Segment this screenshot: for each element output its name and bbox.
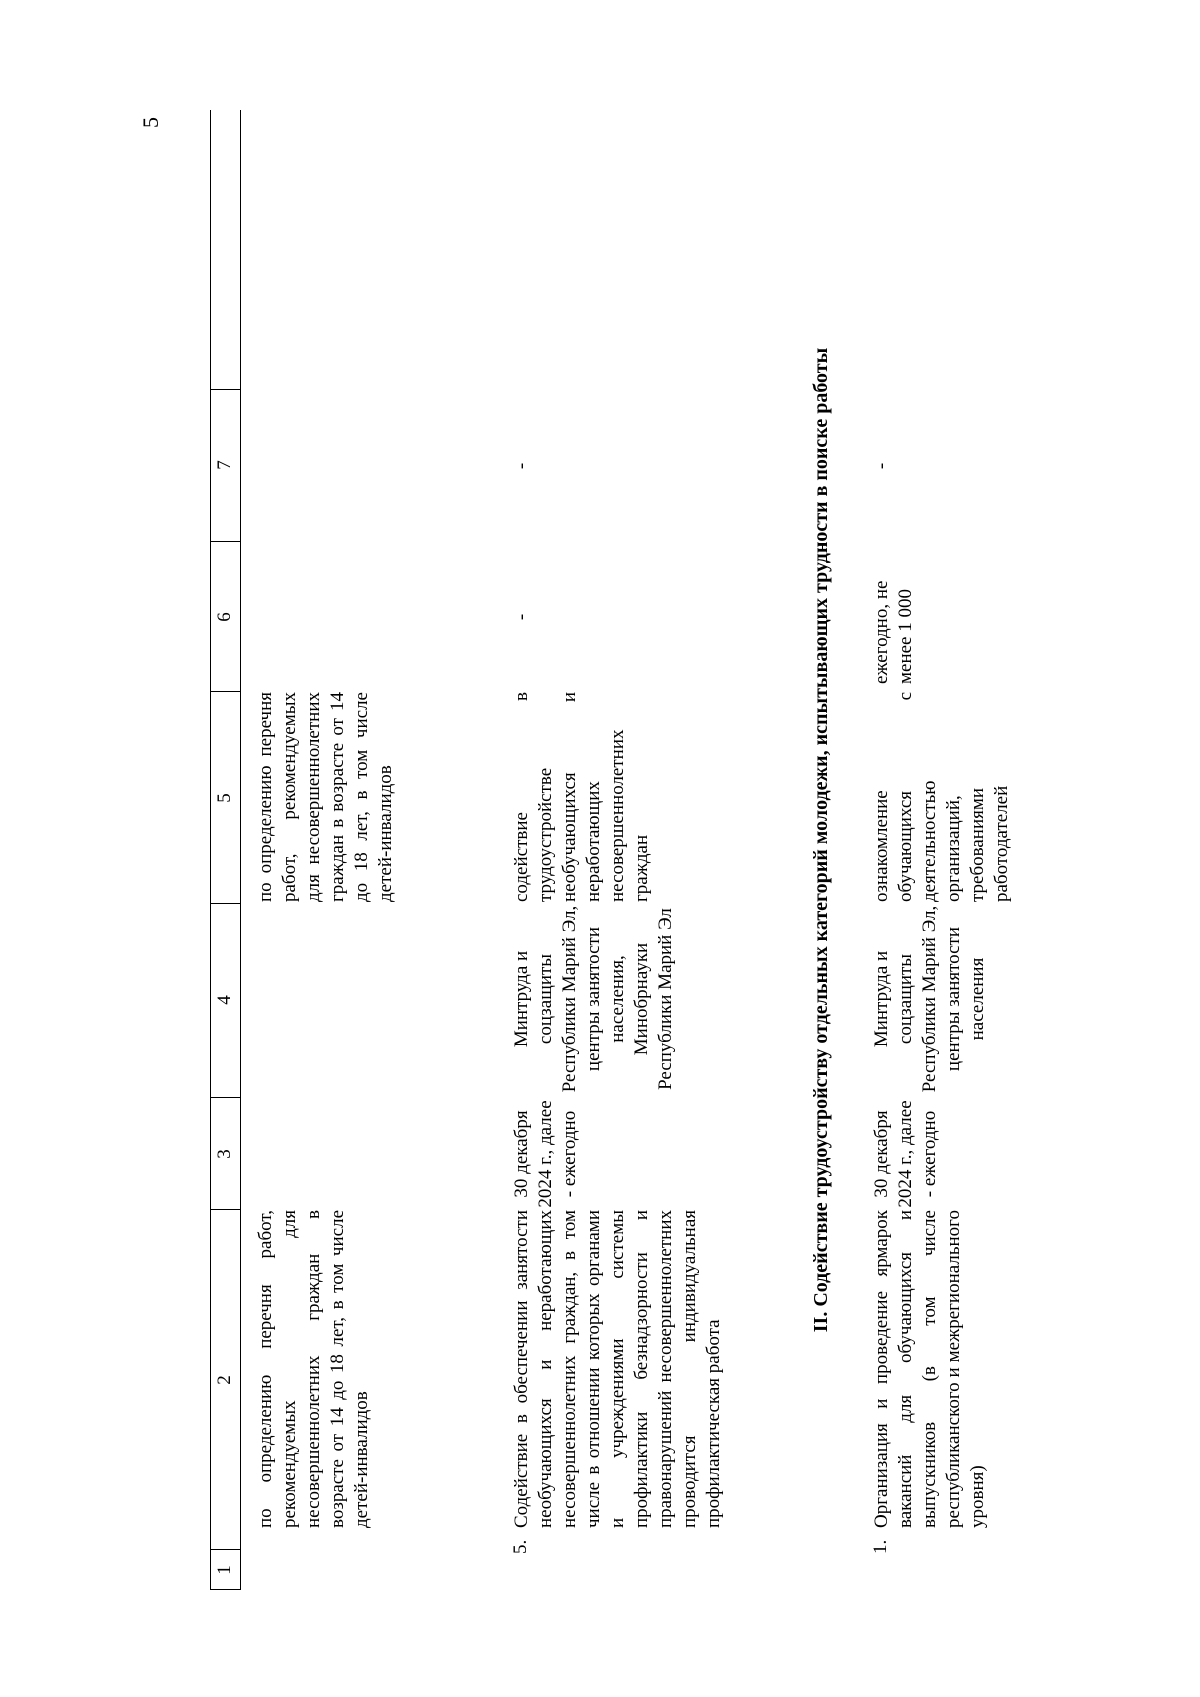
column-number-4: 4 — [214, 995, 235, 1005]
column-number-6: 6 — [214, 612, 235, 622]
continuation-col5: по определению перечня работ, рекомендуемых для несовершеннолетних граждан в возрасте от 14 до 18 лет, в том числе детей-инвалидов — [255, 692, 396, 902]
row5-col2: Содействие в обеспечении занятости необучающихся и неработающих несовершеннолетних граждан, в том числе в отношении которых органами и учреждениями системы профилактики безнадзорности и правонарушений несовершеннолетних проводится индивидуальная профилактическая работа — [511, 1210, 724, 1528]
page-number: 5 — [138, 117, 163, 128]
header-divider — [210, 1209, 240, 1210]
header-bottom-line — [240, 110, 241, 1590]
section-heading: II. Содействие трудоустройству отдельных категорий молодежи, испытывающих трудности в поиске работы — [810, 347, 832, 1333]
continuation-col2: по определению перечня работ, рекомендуемых для несовершеннолетних граждан в возрасте от 14 до 18 лет, в том числе детей-инвалидов — [255, 1210, 372, 1528]
column-number-1: 1 — [214, 1565, 235, 1575]
column-number-3: 3 — [214, 1149, 235, 1159]
row1-col4: Минтруда и соцзащиты Республики Марий Эл, центры занятости населения — [871, 905, 988, 1093]
row5-col5: содействие в трудоустройстве необучающихся и неработающих несовершеннолетних граждан — [511, 692, 652, 902]
row1-col6: ежегодно, не менее 1 000 — [871, 580, 916, 684]
row5-col3: 30 декабря 2024 г., далее - ежегодно — [511, 1100, 580, 1208]
row1-col2: Организация и проведение ярмарок вакансий для обучающихся и выпускников (в том числе республиканского и межрегионального уровня) — [871, 1210, 988, 1528]
row1-col3: 30 декабря 2024 г., далее - ежегодно — [871, 1100, 940, 1208]
column-number-5: 5 — [214, 793, 235, 803]
column-number-7: 7 — [214, 460, 235, 470]
row1-col7: - — [871, 462, 892, 470]
header-top-line — [210, 110, 211, 1590]
header-divider — [210, 389, 240, 390]
rotated-table-area — [210, 110, 1012, 1590]
row5-col4: Минтруда и соцзащиты Республики Марий Эл, центры занятости населения, Минобрнауки Республики Марий Эл — [511, 905, 676, 1093]
header-divider — [210, 1097, 240, 1098]
row5-col6: - — [511, 613, 532, 621]
header-divider — [210, 541, 240, 542]
header-divider — [210, 903, 240, 904]
row5-col7: - — [511, 462, 532, 470]
row1-col5: ознакомление обучающихся с деятельностью организаций, требованиями работодателей — [871, 692, 1012, 902]
header-divider — [210, 691, 240, 692]
row-number: 5. — [510, 1539, 531, 1554]
column-number-2: 2 — [214, 1375, 235, 1385]
row-number: 1. — [870, 1539, 891, 1554]
